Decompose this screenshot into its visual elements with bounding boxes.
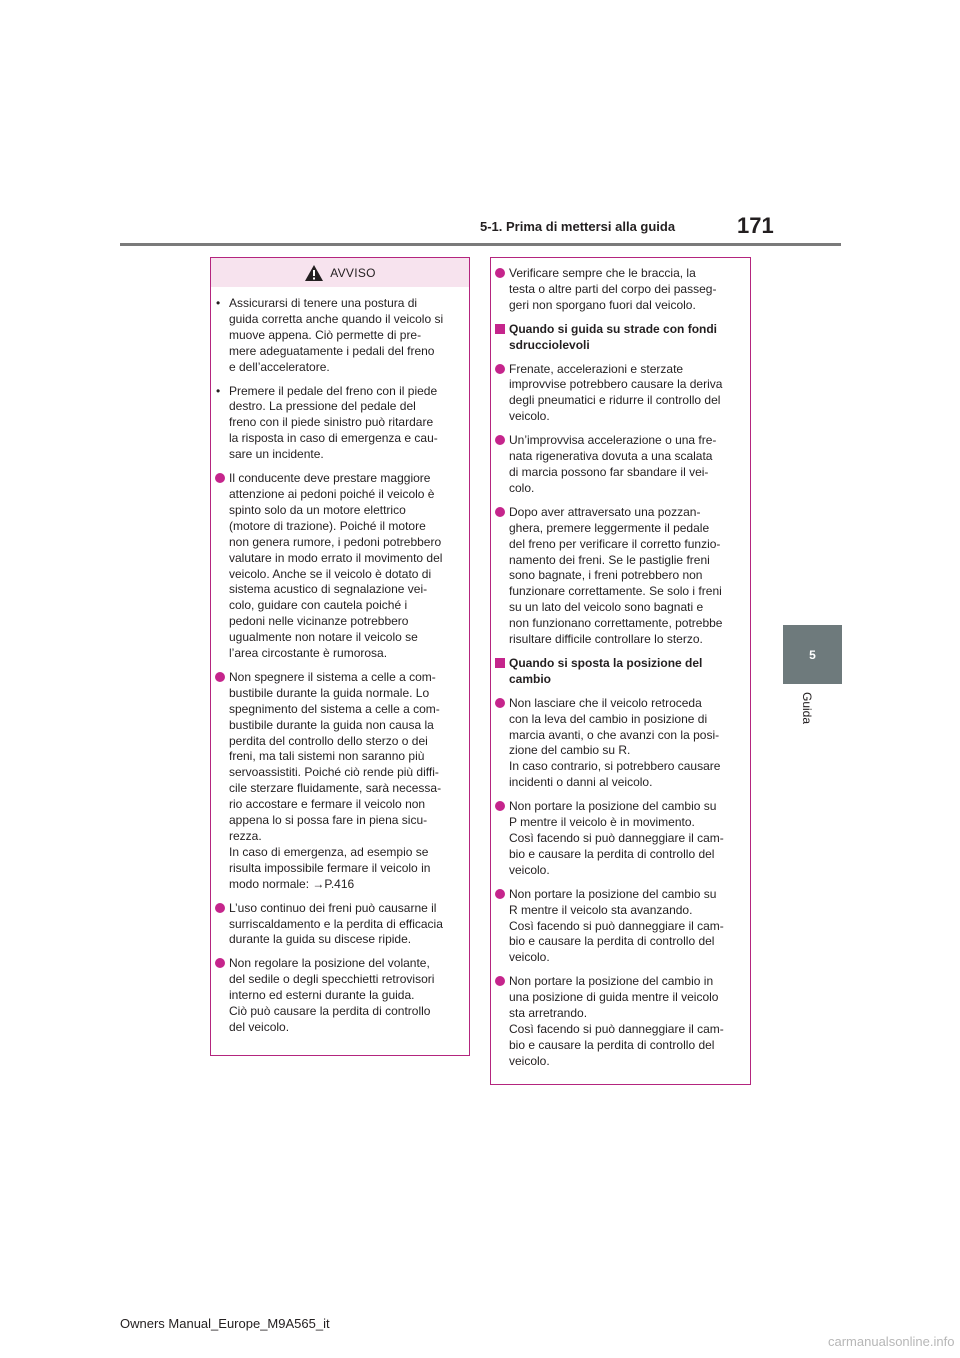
item-text: L’uso continuo dei freni può causarne il surriscaldamento e la perdita di efficacia durante la guida su discese ripide.: [229, 900, 443, 947]
list-item: [491, 696, 742, 791]
list-item: [211, 956, 461, 1036]
warning-triangle-icon: [304, 264, 324, 282]
list-item: [491, 974, 742, 1069]
chapter-tab[interactable]: 5: [783, 625, 842, 684]
warning-title-band: [211, 258, 469, 287]
circle-bullet-icon: [495, 507, 505, 517]
watermark: carmanualsonline.info: [828, 1334, 955, 1349]
item-text: Premere il pedale del freno con il piede destro. La pressione del pedale del freno con il piede sinistro può ritardare la risposta in caso di emergenza e cau- sare un incidente.: [229, 383, 438, 462]
item-text: Non portare la posizione del cambio su R mentre il veicolo sta avanzando. Così facendo si può danneggiare il cam- bio e causare la perdita di controllo del veicolo.: [509, 886, 724, 965]
bullet-icon: •: [216, 296, 221, 310]
list-item: [211, 471, 461, 662]
subheading: [491, 656, 742, 688]
list-item: [491, 266, 742, 314]
circle-bullet-icon: [495, 435, 505, 445]
square-bullet-icon: [495, 658, 505, 668]
item-text: Non lasciare che il veicolo retroceda con la leva del cambio in posizione di marcia avanti, o che avanzi con la posi- zione del cambio su R. In caso contrario, si potrebbero causare incidenti o danni al veicolo.: [509, 695, 721, 790]
item-text: Assicurarsi di tenere una postura di guida corretta anche quando il veicolo si muove appena. Ciò permette di pre- mere adeguatamente i pedali del freno e dell’acceleratore.: [229, 296, 444, 374]
circle-bullet-icon: [495, 364, 505, 374]
circle-bullet-icon: [495, 889, 505, 899]
section-title: 5-1. Prima di mettersi alla guida: [480, 219, 676, 234]
circle-bullet-icon: [215, 672, 225, 682]
bullet-icon: •: [216, 383, 221, 398]
circle-bullet-icon: [495, 268, 505, 278]
item-text: Non regolare la posizione del volante, del sedile o degli specchietti retrovisori interno ed esterni durante la guida. Ciò può causare la perdita di controllo del veicolo.: [229, 956, 435, 1034]
list-item: [211, 670, 461, 893]
circle-bullet-icon: [495, 698, 505, 708]
subheading: [491, 322, 742, 354]
circle-bullet-icon: [215, 958, 225, 968]
list-item: [211, 296, 461, 376]
item-text: Quando si sposta la posizione del cambio: [509, 655, 703, 686]
item-text: Frenate, accelerazioni e sterzate improvvise potrebbero causare la deriva degli pneumatici e ridurre il controllo del veicolo.: [509, 361, 723, 424]
list-item: [491, 362, 742, 426]
circle-bullet-icon: [495, 801, 505, 811]
item-text: Quando si guida su strade con fondi sdrucciolevoli: [509, 321, 718, 352]
list-item: [491, 505, 742, 648]
chapter-label: Guida: [800, 692, 814, 725]
list-item: [491, 887, 742, 967]
info-box-right: [490, 257, 751, 1085]
item-text: Non portare la posizione del cambio in una posizione di guida mentre il veicolo sta arretrando. Così facendo si può danneggiare il cam- bio e causare la perdita di controllo del veicolo.: [509, 974, 724, 1068]
item-text: Non portare la posizione del cambio su P mentre il veicolo è in movimento. Così facendo si può danneggiare il cam- bio e causare la perdita di controllo del veicolo.: [509, 799, 724, 877]
circle-bullet-icon: [215, 473, 225, 483]
page-number: 171: [737, 213, 774, 238]
circle-bullet-icon: [495, 976, 505, 986]
item-text: Dopo aver attraversato una pozzan- ghera, premere leggermente il pedale del freno per verificare il corretto funzio- namento dei freni. Se le pastiglie freni sono bagnate, i freni potrebbero non funzionare correttamente. Se solo i freni su un lato del veicolo sono bagnati e non funzionano correttamente, potrebbe risultare difficile controllare lo sterzo.: [509, 504, 723, 647]
circle-bullet-icon: [215, 903, 225, 913]
item-text: Il conducente deve prestare maggiore attenzione ai pedoni poiché il veicolo è spinto solo da un motore elettrico (motore di trazione). Poiché il motore non genera rumore, i pedoni potrebbero valutare in modo errato il movimento del veicolo. Anche se il veicolo è dotato di sistema acustico di segnalazione vei- colo, guidare con cautela poiché i pedoni nelle vicinanze potrebbero ugualmente non notare il veicolo se l’area circostante è rumorosa.: [229, 471, 443, 661]
header-rule: [120, 243, 841, 246]
item-text: Un’improvvisa accelerazione o una fre- nata rigenerativa dovuta a una scalata di marcia possono far sbandare il vei- colo.: [509, 433, 717, 495]
left-item-list: [211, 287, 469, 1036]
list-item: [211, 901, 461, 949]
warning-title: AVVISO: [330, 265, 376, 280]
square-bullet-icon: [495, 324, 505, 334]
item-text: Non spegnere il sistema a celle a com- bustibile durante la guida normale. Lo spegnimento del sistema a celle a com- bustibile durante la guida non causa la perdita del controllo dello sterzo o dei freni, ma tali sistemi non saranno più servoassistiti. Poiché ciò rende più diffi- cile sterzare fluidamente, sarà necessa- rio accostare e fermare il veicolo non appena lo si possa fare in piena sicu- rezza. In caso di emergenza, ad esempio se risulta impossibile fermare il veicolo in modo normale: →P.416: [229, 669, 442, 891]
list-item: [491, 799, 742, 879]
warning-box-left: [210, 257, 470, 1056]
list-item: [491, 433, 742, 497]
footer-document-id: Owners Manual_Europe_M9A565_it: [120, 1316, 330, 1331]
list-item: [211, 384, 461, 464]
item-text: Verificare sempre che le braccia, la testa o altre parti del corpo dei passeg- geri non sporgano fuori dal veicolo.: [509, 266, 717, 312]
right-item-list: [491, 262, 750, 1070]
